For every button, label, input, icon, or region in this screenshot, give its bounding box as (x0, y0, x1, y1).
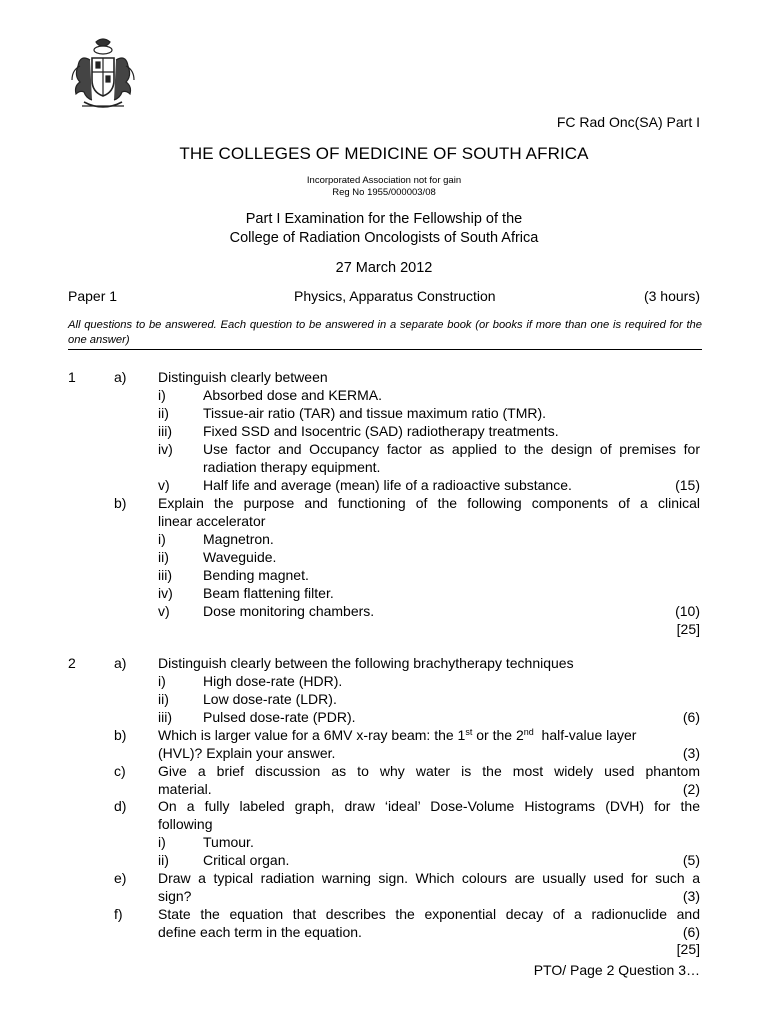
q2-f-line2 (0, 923, 768, 941)
item-text: Beam flattening filter. (203, 585, 334, 601)
q2-d-item (0, 833, 768, 851)
marks: (3) (682, 745, 700, 761)
subquestion-label: a) (114, 655, 127, 671)
subquestion-label: d) (114, 798, 127, 814)
item-numeral: iv) (158, 585, 173, 601)
q2-d-line2 (0, 815, 768, 833)
marks: (5) (682, 852, 700, 868)
subquestion-label: f) (114, 906, 123, 922)
marks: (6) (682, 709, 700, 725)
q2-d-item (0, 851, 768, 869)
paper-number: Paper 1 (68, 288, 118, 304)
item-numeral: ii) (158, 549, 169, 565)
marks: (2) (682, 781, 700, 797)
question-number: 2 (68, 655, 76, 671)
item-text: Use factor and Occupancy factor as applied to the design of premises for (203, 441, 700, 457)
subquestion-text-continued: following (158, 816, 213, 832)
item-text: Critical organ. (203, 852, 290, 868)
subquestion-text: Give a brief discussion as to why water is the most widely used phantom (158, 763, 700, 779)
marks: (15) (675, 477, 700, 493)
paper-duration: (3 hours) (643, 288, 700, 304)
subquestion-text-continued: (HVL)? Explain your answer. (158, 745, 336, 761)
item-text: Waveguide. (203, 549, 277, 565)
q2-e-line1 (0, 869, 768, 887)
q1-a-stem-line (0, 368, 768, 386)
paper-subject: Physics, Apparatus Construction (294, 288, 496, 304)
item-text: Fixed SSD and Isocentric (SAD) radiotherapy treatments. (203, 423, 559, 439)
subquestion-text: Explain the purpose and functioning of the following components of a clinical (158, 495, 700, 511)
item-numeral: i) (158, 673, 166, 689)
item-numeral: iv) (158, 441, 173, 457)
item-numeral: ii) (158, 405, 169, 421)
q1-b-stem-line (0, 494, 768, 512)
item-text: Absorbed dose and KERMA. (203, 387, 382, 403)
subquestion-text: State the equation that describes the exponential decay of a radionuclide and (158, 906, 700, 922)
subquestion-text-continued: material. (158, 781, 212, 797)
subquestion-text (158, 726, 700, 744)
subquestion-label: b) (114, 727, 127, 743)
item-numeral: v) (158, 477, 170, 493)
header-divider (68, 349, 702, 350)
college-crest-logo (66, 36, 140, 112)
page-turn-note: PTO/ Page 2 Question 3… (533, 962, 700, 978)
superscript: nd (523, 727, 534, 737)
item-numeral: v) (158, 603, 170, 619)
marks: (6) (682, 924, 700, 940)
q1-a-item (0, 422, 768, 440)
subquestion-text: Draw a typical radiation warning sign. Which colours are usually used for such a (158, 870, 700, 886)
subquestion-text-continued: sign? (158, 888, 192, 904)
subquestion-label: a) (114, 369, 127, 385)
exam-title-line1: Part I Examination for the Fellowship of the (245, 211, 523, 227)
q1-b-item (0, 584, 768, 602)
item-numeral: i) (158, 834, 166, 850)
q2-a-item (0, 672, 768, 690)
exam-code: FC Rad Onc(SA) Part I (556, 114, 700, 130)
registration-number: Reg No 1955/000003/08 (332, 187, 436, 198)
q1-a-item (0, 404, 768, 422)
q2-c-line1 (0, 762, 768, 780)
q1-b-item (0, 530, 768, 548)
q2-a-item (0, 708, 768, 726)
exam-date: 27 March 2012 (335, 260, 433, 276)
q2-c-line2 (0, 780, 768, 798)
q1-a-item (0, 476, 768, 494)
item-text-continued: radiation therapy equipment. (203, 459, 381, 475)
item-numeral: iii) (158, 567, 172, 583)
incorporated-note: Incorporated Association not for gain (306, 175, 462, 186)
item-text: Tumour. (203, 834, 254, 850)
subquestion-text: Distinguish clearly between the following brachytherapy techniques (158, 655, 574, 671)
q2-e-line2 (0, 887, 768, 905)
item-numeral: i) (158, 531, 166, 547)
item-text: Magnetron. (203, 531, 274, 547)
item-numeral: ii) (158, 852, 169, 868)
exam-title-line2: College of Radiation Oncologists of South Africa (229, 230, 539, 246)
q1-a-item (0, 386, 768, 404)
q1-b-item (0, 602, 768, 620)
q1-b-stem-line2 (0, 512, 768, 530)
item-text: Half life and average (mean) life of a radioactive substance. (203, 477, 572, 493)
marks: (3) (682, 888, 700, 904)
subquestion-text-continued: linear accelerator (158, 513, 266, 529)
item-text: High dose-rate (HDR). (203, 673, 343, 689)
exam-instructions: All questions to be answered. Each question to be answered in a separate book (or books if more than one is required for the one answer) (68, 319, 702, 346)
subquestion-text: On a fully labeled graph, draw ‘ideal’ Dose-Volume Histograms (DVH) for the (158, 798, 700, 814)
item-numeral: iii) (158, 423, 172, 439)
question-total: [25] (676, 621, 700, 637)
q1-b-item (0, 548, 768, 566)
item-numeral: iii) (158, 709, 172, 725)
item-numeral: ii) (158, 691, 169, 707)
q2-total-line (0, 940, 768, 958)
item-text: Dose monitoring chambers. (203, 603, 375, 619)
item-text: Low dose-rate (LDR). (203, 691, 337, 707)
item-text: Tissue-air ratio (TAR) and tissue maximum ratio (TMR). (203, 405, 547, 421)
college-title: THE COLLEGES OF MEDICINE OF SOUTH AFRICA (179, 144, 589, 163)
subquestion-text-continued: define each term in the equation. (158, 924, 362, 940)
q2-b-line1 (0, 726, 768, 744)
question-number: 1 (68, 369, 76, 385)
subquestion-text: Distinguish clearly between (158, 369, 328, 385)
q2-a-stem-line (0, 654, 768, 672)
q2-a-item (0, 690, 768, 708)
item-text: Bending magnet. (203, 567, 309, 583)
subquestion-label: b) (114, 495, 127, 511)
q2-b-line2 (0, 744, 768, 762)
text-part: Which is larger value for a 6MV x-ray beam: the 1 (158, 727, 466, 743)
item-text: Pulsed dose-rate (PDR). (203, 709, 356, 725)
q2-d-line1 (0, 797, 768, 815)
marks: (10) (675, 603, 700, 619)
text-part: or the 2 (472, 727, 524, 743)
superscript: st (465, 727, 473, 737)
q1-b-item (0, 566, 768, 584)
q1-a-item-continuation (0, 458, 768, 476)
q1-total-line (0, 620, 768, 638)
q2-f-line1 (0, 905, 768, 923)
subquestion-label: c) (114, 763, 126, 779)
question-total: [25] (676, 941, 700, 957)
text-part: half-value layer (533, 727, 637, 743)
item-numeral: i) (158, 387, 166, 403)
subquestion-label: e) (114, 870, 127, 886)
q1-a-item (0, 440, 768, 458)
